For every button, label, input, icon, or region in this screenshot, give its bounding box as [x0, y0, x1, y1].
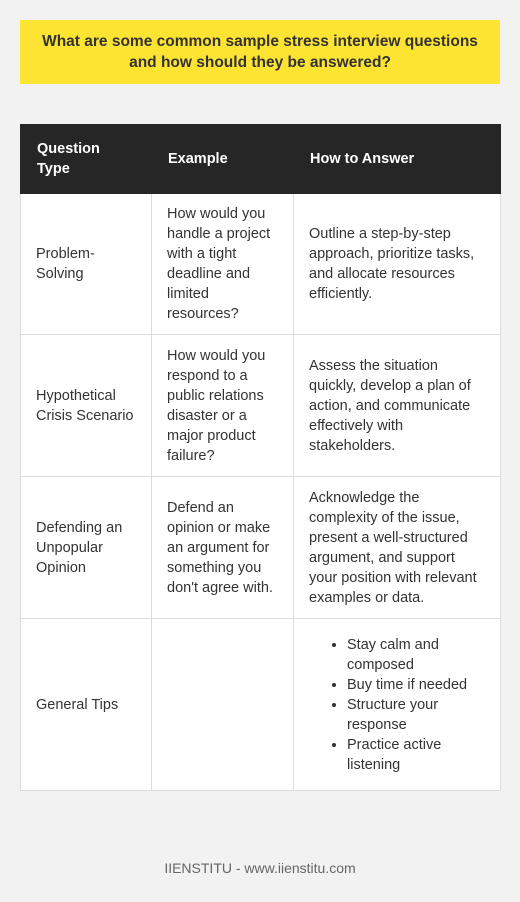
list-item: • Practice active listening [347, 735, 486, 775]
table-row [21, 335, 501, 477]
header-example: Example [152, 125, 294, 194]
list-item: • Buy time if needed [347, 675, 486, 695]
table-row [21, 619, 501, 791]
list-item: • Stay calm and composed [347, 635, 486, 675]
cell-question-type: Problem-Solving [21, 194, 152, 335]
cell-how-to-answer: Outline a step-by-step approach, prioritize tasks, and allocate resources efficiently. [294, 194, 501, 335]
list-item: • Structure your response [347, 695, 486, 735]
header-how-to-answer: How to Answer [294, 125, 501, 194]
footer-credit: IIENSTITU - www.iienstitu.com [164, 860, 356, 876]
table-row [21, 477, 501, 619]
header-question-type: Question Type [21, 125, 152, 194]
table-row [21, 194, 501, 335]
page-title [20, 20, 500, 84]
cell-example: Defend an opinion or make an argument for something you don't agree with. [152, 477, 294, 619]
cell-example-empty [152, 619, 294, 791]
cell-how-to-answer: Assess the situation quickly, develop a plan of action, and communicate effectively with stakeholders. [294, 335, 501, 477]
cell-question-type: Hypothetical Crisis Scenario [21, 335, 152, 477]
cell-how-to-answer: Acknowledge the complexity of the issue, present a well-structured argument, and support your position with relevant examples or data. [294, 477, 501, 619]
table-header-row [21, 125, 501, 194]
cell-question-type: Defending an Unpopular Opinion [21, 477, 152, 619]
cell-example: How would you handle a project with a tight deadline and limited resources? [152, 194, 294, 335]
questions-table [20, 124, 501, 791]
cell-question-type: General Tips [21, 619, 152, 791]
cell-general-tips [294, 619, 501, 791]
tips-list [309, 635, 486, 775]
cell-example: How would you respond to a public relations disaster or a major product failure? [152, 335, 294, 477]
page-title-text: What are some common sample stress interview questions and how should they be answered? [42, 33, 478, 71]
